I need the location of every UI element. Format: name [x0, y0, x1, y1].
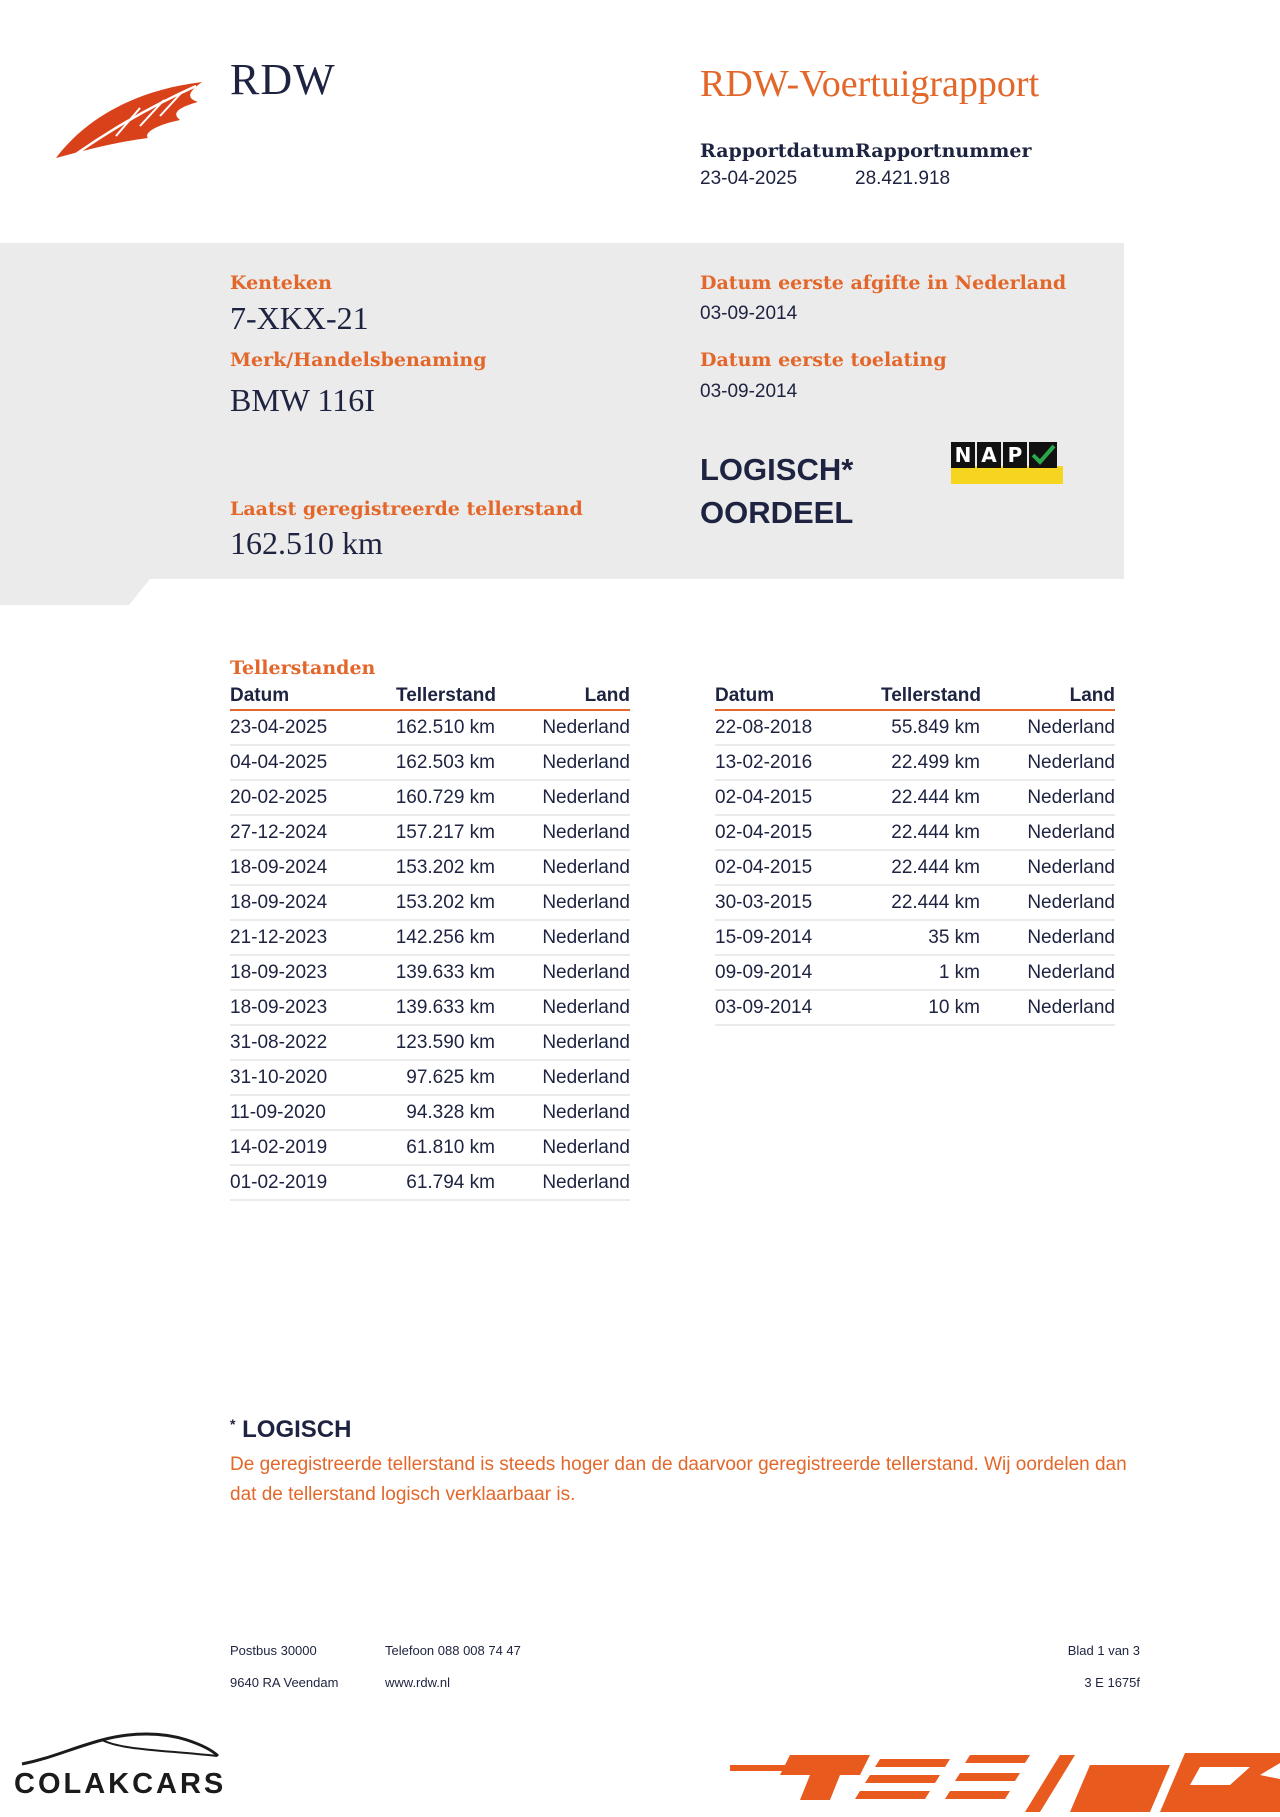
table-row — [715, 921, 1115, 956]
footer-code: 3 E 1675f — [1084, 1675, 1140, 1690]
reading-date: 04-04-2025 — [230, 752, 328, 773]
reading-value: 35 km — [928, 927, 980, 948]
nap-logo — [951, 442, 1063, 486]
org-name: RDW — [230, 55, 336, 104]
nap-letter-n: N — [951, 442, 975, 468]
footer-city: 9640 RA Veendam — [230, 1675, 339, 1690]
table-row — [715, 711, 1115, 746]
column-header-date: Datum — [230, 685, 290, 706]
verdict-line-1: LOGISCH* — [700, 452, 854, 487]
reading-value: 22.444 km — [891, 822, 980, 843]
table-header — [230, 685, 630, 711]
reading-value: 123.590 km — [395, 1032, 495, 1053]
plate-label: Kenteken — [230, 272, 332, 294]
reading-country: Nederland — [542, 997, 630, 1018]
reading-country: Nederland — [542, 1137, 630, 1158]
panel-notch — [0, 579, 150, 605]
column-header-reading: Tellerstand — [396, 685, 496, 706]
reading-value: 22.444 km — [891, 787, 980, 808]
reading-date: 13-02-2016 — [715, 752, 813, 773]
reading-date: 14-02-2019 — [230, 1137, 328, 1158]
table-row — [230, 1131, 630, 1166]
table-row — [230, 1061, 630, 1096]
make-value: BMW 116I — [230, 382, 375, 418]
table-row — [715, 851, 1115, 886]
table-row — [230, 991, 630, 1026]
reading-country: Nederland — [1027, 892, 1115, 913]
reading-value: 142.256 km — [395, 927, 495, 948]
reading-date: 01-02-2019 — [230, 1172, 328, 1193]
reading-date: 18-09-2024 — [230, 892, 328, 913]
table-row — [715, 781, 1115, 816]
reading-country: Nederland — [542, 1172, 630, 1193]
column-header-reading: Tellerstand — [881, 685, 981, 706]
reading-date: 03-09-2014 — [715, 997, 813, 1018]
reading-value: 22.499 km — [891, 752, 980, 773]
reading-country: Nederland — [542, 1032, 630, 1053]
table-row — [230, 1096, 630, 1131]
reading-date: 18-09-2023 — [230, 962, 328, 983]
reading-country: Nederland — [1027, 822, 1115, 843]
reading-date: 23-04-2025 — [230, 717, 328, 738]
verdict-line-2: OORDEEL — [700, 495, 854, 530]
table-row — [230, 921, 630, 956]
column-header-country: Land — [1069, 685, 1115, 706]
reading-value: 162.503 km — [395, 752, 495, 773]
plate-value: 7-XKX-21 — [230, 300, 369, 336]
reading-date: 15-09-2014 — [715, 927, 813, 948]
footer-postbus: Postbus 30000 — [230, 1643, 317, 1658]
reading-country: Nederland — [1027, 997, 1115, 1018]
report-date-label: Rapportdatum — [700, 140, 855, 162]
reading-date: 20-02-2025 — [230, 787, 328, 808]
reading-value: 139.633 km — [395, 962, 495, 983]
table-body — [715, 711, 1115, 1026]
reading-date: 27-12-2024 — [230, 822, 328, 843]
nap-letter-a: A — [977, 442, 1001, 468]
reading-value: 55.849 km — [891, 717, 980, 738]
reading-value: 94.328 km — [406, 1102, 495, 1123]
reading-value: 160.729 km — [395, 787, 495, 808]
table-row — [230, 781, 630, 816]
reading-country: Nederland — [1027, 857, 1115, 878]
footnote-star: * — [230, 1416, 236, 1432]
table-row — [715, 886, 1115, 921]
table-row — [230, 851, 630, 886]
readings-title: Tellerstanden — [230, 657, 376, 679]
reading-date: 02-04-2015 — [715, 857, 813, 878]
reading-value: 157.217 km — [395, 822, 495, 843]
reading-value: 153.202 km — [395, 892, 495, 913]
first-admission-label: Datum eerste toelating — [700, 349, 947, 371]
rdw-stripes-decoration — [730, 1745, 1280, 1817]
reading-date: 11-09-2020 — [230, 1102, 326, 1123]
reading-value: 22.444 km — [891, 857, 980, 878]
column-header-date: Datum — [715, 685, 775, 706]
car-silhouette-icon — [12, 1728, 242, 1773]
table-row — [230, 711, 630, 746]
reading-country: Nederland — [1027, 787, 1115, 808]
report-number: 28.421.918 — [855, 168, 951, 189]
readings-table-left — [230, 685, 630, 1201]
reading-date: 18-09-2024 — [230, 857, 328, 878]
reading-date: 22-08-2018 — [715, 717, 813, 738]
reading-value: 139.633 km — [395, 997, 495, 1018]
reading-value: 10 km — [928, 997, 980, 1018]
footer-page: Blad 1 van 3 — [1067, 1643, 1140, 1658]
table-row — [715, 746, 1115, 781]
reading-value: 97.625 km — [406, 1067, 495, 1088]
report-date: 23-04-2025 — [700, 168, 798, 189]
rdw-logo-icon — [56, 78, 206, 165]
reading-country: Nederland — [542, 892, 630, 913]
reading-country: Nederland — [1027, 717, 1115, 738]
reading-date: 30-03-2015 — [715, 892, 813, 913]
first-issue-nl-label: Datum eerste afgifte in Nederland — [700, 272, 1067, 294]
reading-country: Nederland — [542, 822, 630, 843]
table-row — [230, 1166, 630, 1201]
reading-country: Nederland — [542, 752, 630, 773]
reading-country: Nederland — [1027, 927, 1115, 948]
table-header — [715, 685, 1115, 711]
reading-value: 61.794 km — [406, 1172, 495, 1193]
nap-letter-p: P — [1003, 442, 1027, 468]
reading-value: 153.202 km — [395, 857, 495, 878]
reading-date: 09-09-2014 — [715, 962, 813, 983]
colakcars-logo: COLAKCARS — [14, 1768, 227, 1800]
report-number-label: Rapportnummer — [855, 140, 1032, 162]
report-title: RDW-Voertuigrapport — [700, 63, 1040, 105]
reading-date: 31-10-2020 — [230, 1067, 328, 1088]
reading-country: Nederland — [1027, 752, 1115, 773]
nap-yellow-bar — [951, 466, 1063, 484]
reading-date: 31-08-2022 — [230, 1032, 328, 1053]
reading-country: Nederland — [1027, 962, 1115, 983]
reading-country: Nederland — [542, 1067, 630, 1088]
table-row — [715, 956, 1115, 991]
reading-value: 22.444 km — [891, 892, 980, 913]
table-row — [230, 886, 630, 921]
table-row — [230, 1026, 630, 1061]
reading-date: 21-12-2023 — [230, 927, 328, 948]
footer-phone: Telefoon 088 008 74 47 — [385, 1643, 521, 1658]
make-label: Merk/Handelsbenaming — [230, 349, 487, 371]
footer-website[interactable]: www.rdw.nl — [385, 1675, 451, 1690]
footnote-text: De geregistreerde tellerstand is steeds hoger dan de daarvoor geregistreerde tellerstand. Wij oordelen dan dat de tellerstand logisch verklaarbaar is. — [230, 1454, 1127, 1505]
table-row — [230, 816, 630, 851]
table-row — [715, 991, 1115, 1026]
footnote-title — [230, 1416, 351, 1444]
reading-country: Nederland — [542, 717, 630, 738]
reading-date: 02-04-2015 — [715, 787, 813, 808]
table-body — [230, 711, 630, 1201]
reading-country: Nederland — [542, 962, 630, 983]
reading-country: Nederland — [542, 1102, 630, 1123]
reading-country: Nederland — [542, 787, 630, 808]
table-row — [230, 956, 630, 991]
reading-value: 1 km — [938, 962, 980, 983]
reading-date: 02-04-2015 — [715, 822, 813, 843]
reading-country: Nederland — [542, 857, 630, 878]
first-issue-nl-value: 03-09-2014 — [700, 303, 798, 324]
reading-value: 162.510 km — [395, 717, 495, 738]
column-header-country: Land — [584, 685, 630, 706]
table-row — [715, 816, 1115, 851]
table-row — [230, 746, 630, 781]
footnote-title-text: LOGISCH — [242, 1416, 352, 1443]
odometer-label: Laatst geregistreerde tellerstand — [230, 498, 583, 520]
reading-country: Nederland — [542, 927, 630, 948]
reading-value: 61.810 km — [406, 1137, 495, 1158]
nap-check-icon — [1029, 442, 1057, 468]
odometer-value: 162.510 km — [230, 525, 383, 561]
first-admission-value: 03-09-2014 — [700, 381, 798, 402]
reading-date: 18-09-2023 — [230, 997, 328, 1018]
readings-table-right — [715, 685, 1115, 1026]
